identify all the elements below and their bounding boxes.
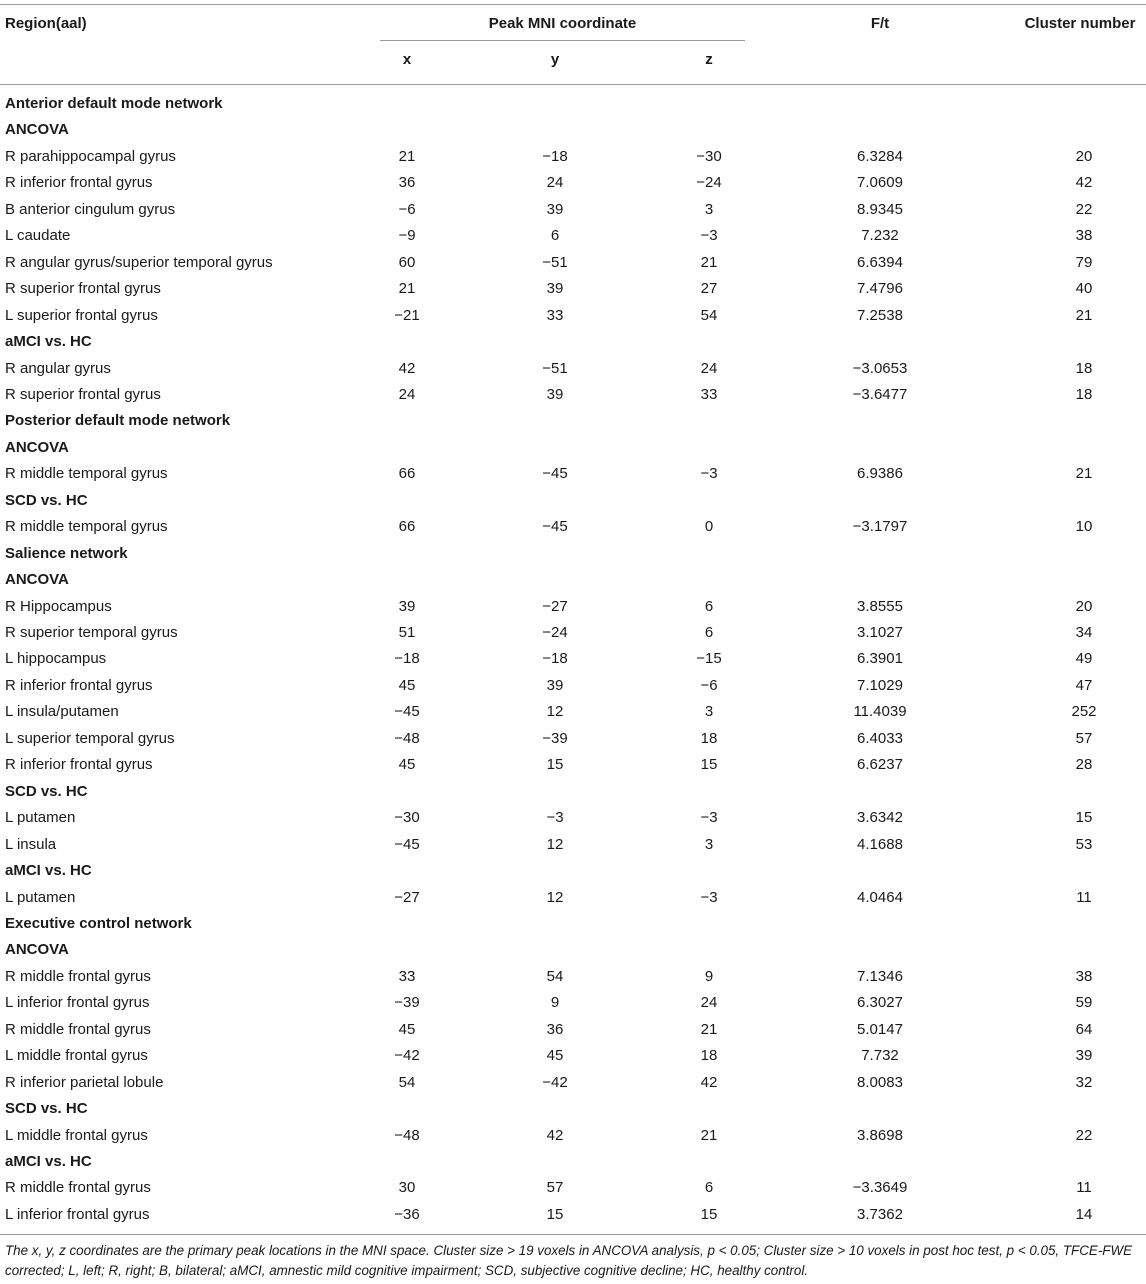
x-cell: −48 bbox=[394, 730, 420, 747]
region-cell: R inferior frontal gyrus bbox=[5, 677, 153, 694]
z-cell: 18 bbox=[700, 730, 718, 747]
x-cell: −45 bbox=[394, 836, 420, 853]
y-cell: −18 bbox=[542, 148, 568, 165]
ft-cell: 6.3027 bbox=[857, 994, 903, 1011]
ft-cell: 5.0147 bbox=[857, 1021, 903, 1038]
ft-cell: 8.0083 bbox=[857, 1074, 903, 1091]
ft-cell: 3.1027 bbox=[857, 624, 903, 641]
y-cell: −24 bbox=[542, 624, 568, 641]
z-cell: 21 bbox=[700, 1021, 718, 1038]
ft-cell: −3.1797 bbox=[852, 518, 908, 535]
y-cell: 33 bbox=[546, 307, 564, 324]
header-y: y bbox=[550, 51, 560, 68]
x-cell: 21 bbox=[398, 280, 416, 297]
y-cell: −51 bbox=[542, 254, 568, 271]
z-cell: 24 bbox=[700, 360, 718, 377]
header-region: Region(aal) bbox=[5, 15, 87, 32]
z-cell: 3 bbox=[704, 836, 714, 853]
cluster-cell: 14 bbox=[1075, 1206, 1093, 1223]
region-cell: L hippocampus bbox=[5, 650, 107, 667]
z-cell: 6 bbox=[704, 598, 714, 615]
z-cell: 21 bbox=[700, 1127, 718, 1144]
y-cell: 54 bbox=[546, 968, 564, 985]
header-x: x bbox=[402, 51, 412, 68]
y-cell: 39 bbox=[546, 677, 564, 694]
ft-cell: 6.9386 bbox=[857, 465, 903, 482]
z-cell: −15 bbox=[696, 650, 722, 667]
z-cell: 3 bbox=[704, 201, 714, 218]
analysis-subheading: ANCOVA bbox=[5, 571, 69, 588]
analysis-subheading: SCD vs. HC bbox=[5, 1100, 88, 1117]
y-cell: 57 bbox=[546, 1179, 564, 1196]
cluster-cell: 11 bbox=[1076, 889, 1092, 906]
cluster-cell: 11 bbox=[1076, 1179, 1092, 1196]
ft-cell: 7.732 bbox=[861, 1047, 899, 1064]
region-cell: L middle frontal gyrus bbox=[5, 1047, 148, 1064]
region-cell: R inferior parietal lobule bbox=[5, 1074, 164, 1091]
region-cell: L inferior frontal gyrus bbox=[5, 994, 150, 1011]
x-cell: 45 bbox=[398, 756, 416, 773]
region-cell: L insula bbox=[5, 836, 57, 853]
z-cell: −3 bbox=[700, 889, 718, 906]
x-cell: −21 bbox=[394, 307, 420, 324]
y-cell: −27 bbox=[542, 598, 568, 615]
x-cell: 60 bbox=[398, 254, 416, 271]
region-cell: R middle temporal gyrus bbox=[5, 465, 168, 482]
z-cell: −3 bbox=[700, 465, 718, 482]
z-cell: 18 bbox=[700, 1047, 718, 1064]
region-cell: L superior temporal gyrus bbox=[5, 730, 175, 747]
region-cell: R Hippocampus bbox=[5, 598, 112, 615]
region-cell: R middle frontal gyrus bbox=[5, 1179, 151, 1196]
z-cell: 9 bbox=[704, 968, 714, 985]
cluster-cell: 252 bbox=[1071, 703, 1097, 720]
cluster-cell: 18 bbox=[1075, 386, 1093, 403]
table-footnote: The x, y, z coordinates are the primary peak locations in the MNI space. Cluster size > 19 voxels in ANCOVA analysis, p < 0.05; Cluster size > 10 voxels in post hoc test, p < 0.05, TFCE-FWE corrected; L, left; R, right; B, bilateral; aMCI, amnestic mild cognitive impairment; SCD, subjective cognitive decline; HC, healthy control. bbox=[5, 1243, 1133, 1278]
x-cell: 42 bbox=[398, 360, 416, 377]
cluster-cell: 57 bbox=[1075, 730, 1093, 747]
region-cell: L insula/putamen bbox=[5, 703, 119, 720]
region-cell: R inferior frontal gyrus bbox=[5, 756, 153, 773]
ft-cell: 6.3901 bbox=[857, 650, 903, 667]
y-cell: 15 bbox=[546, 1206, 564, 1223]
region-cell: R superior frontal gyrus bbox=[5, 280, 161, 297]
ft-cell: 6.3284 bbox=[857, 148, 903, 165]
ft-cell: 7.1029 bbox=[857, 677, 903, 694]
analysis-subheading: SCD vs. HC bbox=[5, 783, 88, 800]
x-cell: 24 bbox=[398, 386, 416, 403]
x-cell: 45 bbox=[398, 677, 416, 694]
cluster-cell: 40 bbox=[1075, 280, 1093, 297]
header-cluster-number: Cluster number bbox=[1024, 15, 1136, 32]
x-cell: −45 bbox=[394, 703, 420, 720]
z-cell: −3 bbox=[700, 227, 718, 244]
cluster-cell: 34 bbox=[1075, 624, 1093, 641]
y-cell: 9 bbox=[550, 994, 560, 1011]
analysis-subheading: aMCI vs. HC bbox=[5, 862, 92, 879]
region-cell: B anterior cingulum gyrus bbox=[5, 201, 176, 218]
x-cell: −27 bbox=[394, 889, 420, 906]
z-cell: 6 bbox=[704, 1179, 714, 1196]
y-cell: −39 bbox=[542, 730, 568, 747]
cluster-cell: 28 bbox=[1075, 756, 1093, 773]
x-cell: −36 bbox=[394, 1206, 420, 1223]
ft-cell: 7.232 bbox=[861, 227, 899, 244]
y-cell: 12 bbox=[546, 889, 564, 906]
y-cell: −18 bbox=[542, 650, 568, 667]
region-cell: R angular gyrus bbox=[5, 360, 111, 377]
analysis-subheading: SCD vs. HC bbox=[5, 492, 88, 509]
ft-cell: 8.9345 bbox=[857, 201, 903, 218]
cluster-cell: 22 bbox=[1075, 1127, 1093, 1144]
region-cell: L putamen bbox=[5, 889, 76, 906]
y-cell: −3 bbox=[546, 809, 564, 826]
region-cell: L caudate bbox=[5, 227, 71, 244]
cluster-cell: 20 bbox=[1075, 148, 1093, 165]
cluster-cell: 18 bbox=[1075, 360, 1093, 377]
z-cell: 42 bbox=[700, 1074, 718, 1091]
cluster-cell: 64 bbox=[1075, 1021, 1093, 1038]
cluster-cell: 21 bbox=[1075, 307, 1093, 324]
z-cell: 24 bbox=[700, 994, 718, 1011]
y-cell: −42 bbox=[542, 1074, 568, 1091]
y-cell: 6 bbox=[550, 227, 560, 244]
x-cell: −39 bbox=[394, 994, 420, 1011]
cluster-cell: 53 bbox=[1075, 836, 1093, 853]
section-heading: Posterior default mode network bbox=[5, 412, 231, 429]
ft-cell: 7.2538 bbox=[857, 307, 903, 324]
z-cell: −3 bbox=[700, 809, 718, 826]
ft-cell: −3.6477 bbox=[852, 386, 908, 403]
cluster-cell: 21 bbox=[1075, 465, 1093, 482]
analysis-subheading: ANCOVA bbox=[5, 439, 69, 456]
y-cell: 12 bbox=[546, 703, 564, 720]
cluster-cell: 38 bbox=[1075, 227, 1093, 244]
x-cell: −9 bbox=[398, 227, 416, 244]
z-cell: 54 bbox=[700, 307, 718, 324]
cluster-cell: 15 bbox=[1075, 809, 1093, 826]
region-cell: L middle frontal gyrus bbox=[5, 1127, 148, 1144]
z-cell: 33 bbox=[700, 386, 718, 403]
analysis-subheading: ANCOVA bbox=[5, 941, 69, 958]
region-cell: R inferior frontal gyrus bbox=[5, 174, 153, 191]
x-cell: 21 bbox=[398, 148, 416, 165]
x-cell: −6 bbox=[398, 201, 416, 218]
cluster-cell: 42 bbox=[1075, 174, 1093, 191]
table-top-rule bbox=[0, 4, 1146, 5]
z-cell: 15 bbox=[700, 1206, 718, 1223]
ft-cell: 4.1688 bbox=[857, 836, 903, 853]
ft-cell: 7.1346 bbox=[857, 968, 903, 985]
y-cell: −51 bbox=[542, 360, 568, 377]
ft-cell: 6.6237 bbox=[857, 756, 903, 773]
y-cell: −45 bbox=[542, 518, 568, 535]
region-cell: R angular gyrus/superior temporal gyrus bbox=[5, 254, 273, 271]
ft-cell: 3.8698 bbox=[857, 1127, 903, 1144]
cluster-cell: 38 bbox=[1075, 968, 1093, 985]
region-cell: R middle frontal gyrus bbox=[5, 1021, 151, 1038]
ft-cell: 4.0464 bbox=[857, 889, 903, 906]
x-cell: 66 bbox=[398, 465, 416, 482]
analysis-subheading: ANCOVA bbox=[5, 121, 69, 138]
header-bottom-rule bbox=[0, 84, 1146, 85]
cluster-cell: 79 bbox=[1075, 254, 1093, 271]
z-cell: −24 bbox=[696, 174, 722, 191]
y-cell: 36 bbox=[546, 1021, 564, 1038]
ft-cell: 6.4033 bbox=[857, 730, 903, 747]
ft-cell: 3.8555 bbox=[857, 598, 903, 615]
cluster-cell: 32 bbox=[1075, 1074, 1093, 1091]
header-peak-mni: Peak MNI coordinate bbox=[488, 15, 637, 32]
x-cell: −30 bbox=[394, 809, 420, 826]
ft-cell: 7.0609 bbox=[857, 174, 903, 191]
section-heading: Executive control network bbox=[5, 915, 192, 932]
region-cell: L inferior frontal gyrus bbox=[5, 1206, 150, 1223]
ft-cell: −3.0653 bbox=[852, 360, 908, 377]
z-cell: 3 bbox=[704, 703, 714, 720]
y-cell: 12 bbox=[546, 836, 564, 853]
z-cell: −6 bbox=[700, 677, 718, 694]
cluster-cell: 10 bbox=[1075, 518, 1093, 535]
y-cell: 42 bbox=[546, 1127, 564, 1144]
z-cell: 21 bbox=[700, 254, 718, 271]
section-heading: Anterior default mode network bbox=[5, 95, 223, 112]
cluster-cell: 59 bbox=[1075, 994, 1093, 1011]
x-cell: 54 bbox=[398, 1074, 416, 1091]
region-cell: R parahippocampal gyrus bbox=[5, 148, 176, 165]
x-cell: 36 bbox=[398, 174, 416, 191]
y-cell: 39 bbox=[546, 386, 564, 403]
header-z: z bbox=[705, 51, 713, 68]
analysis-subheading: aMCI vs. HC bbox=[5, 333, 92, 350]
x-cell: 30 bbox=[398, 1179, 416, 1196]
y-cell: 15 bbox=[546, 756, 564, 773]
x-cell: −48 bbox=[394, 1127, 420, 1144]
z-cell: 27 bbox=[700, 280, 718, 297]
y-cell: 24 bbox=[546, 174, 564, 191]
cluster-cell: 22 bbox=[1075, 201, 1093, 218]
x-cell: 33 bbox=[398, 968, 416, 985]
peak-mni-underline bbox=[380, 40, 745, 41]
analysis-subheading: aMCI vs. HC bbox=[5, 1153, 92, 1170]
region-cell: R middle frontal gyrus bbox=[5, 968, 151, 985]
z-cell: 6 bbox=[704, 624, 714, 641]
ft-cell: 3.7362 bbox=[857, 1206, 903, 1223]
region-cell: L superior frontal gyrus bbox=[5, 307, 158, 324]
y-cell: 39 bbox=[546, 201, 564, 218]
ft-cell: 3.6342 bbox=[857, 809, 903, 826]
x-cell: 45 bbox=[398, 1021, 416, 1038]
ft-cell: 7.4796 bbox=[857, 280, 903, 297]
section-heading: Salience network bbox=[5, 545, 128, 562]
header-ft: F/t bbox=[870, 15, 890, 32]
cluster-cell: 47 bbox=[1075, 677, 1093, 694]
cluster-cell: 49 bbox=[1075, 650, 1093, 667]
region-cell: R middle temporal gyrus bbox=[5, 518, 168, 535]
z-cell: 0 bbox=[704, 518, 714, 535]
x-cell: 66 bbox=[398, 518, 416, 535]
y-cell: −45 bbox=[542, 465, 568, 482]
x-cell: −18 bbox=[394, 650, 420, 667]
x-cell: 39 bbox=[398, 598, 416, 615]
ft-cell: 6.6394 bbox=[857, 254, 903, 271]
x-cell: −42 bbox=[394, 1047, 420, 1064]
region-cell: R superior temporal gyrus bbox=[5, 624, 178, 641]
x-cell: 51 bbox=[398, 624, 416, 641]
ft-cell: −3.3649 bbox=[852, 1179, 908, 1196]
z-cell: −30 bbox=[696, 148, 722, 165]
cluster-cell: 39 bbox=[1075, 1047, 1093, 1064]
y-cell: 45 bbox=[546, 1047, 564, 1064]
z-cell: 15 bbox=[700, 756, 718, 773]
ft-cell: 11.4039 bbox=[853, 703, 907, 720]
y-cell: 39 bbox=[546, 280, 564, 297]
region-cell: L putamen bbox=[5, 809, 76, 826]
region-cell: R superior frontal gyrus bbox=[5, 386, 161, 403]
table-bottom-rule bbox=[0, 1234, 1146, 1235]
cluster-cell: 20 bbox=[1075, 598, 1093, 615]
